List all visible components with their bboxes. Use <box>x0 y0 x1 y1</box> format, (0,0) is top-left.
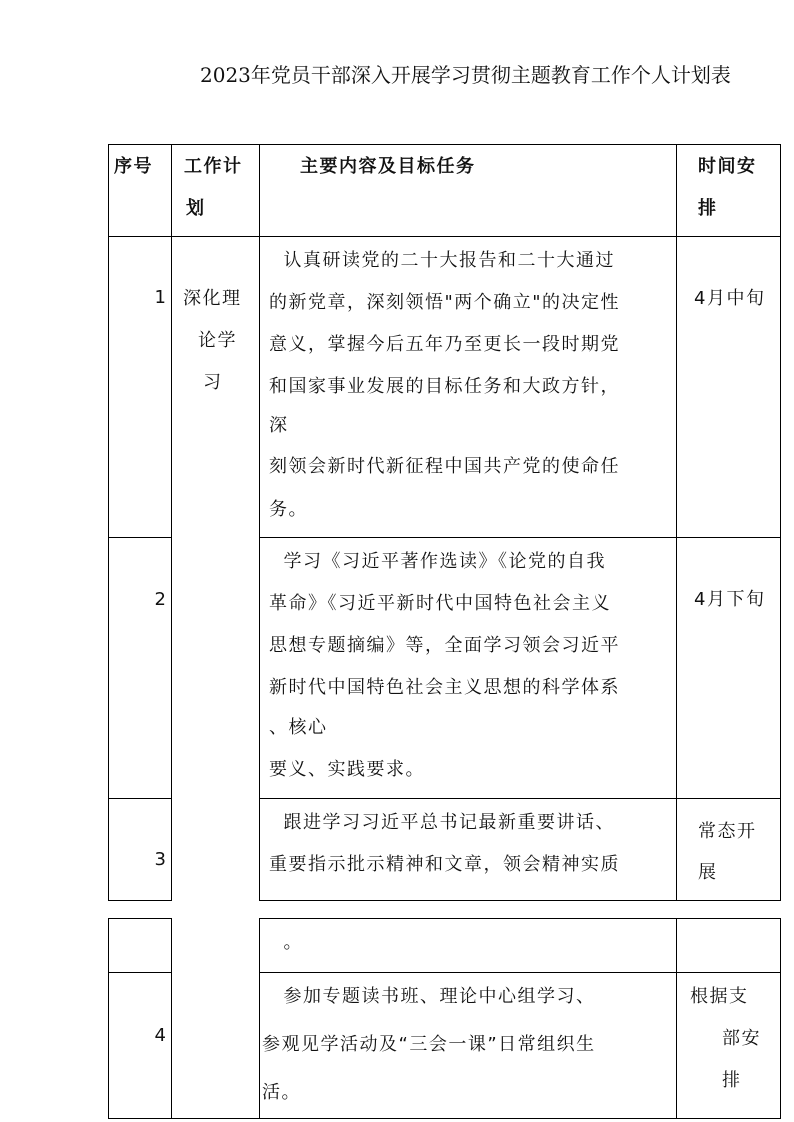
column-divider <box>171 144 172 901</box>
row-divider <box>259 537 781 538</box>
table-border <box>108 900 172 901</box>
row-content-line: 跟进学习习近平总书记最新重要讲话、 <box>269 812 615 833</box>
column-divider <box>259 918 260 1119</box>
header-content: 主要内容及目标任务 <box>300 156 476 177</box>
column-divider <box>676 918 677 1119</box>
row-content-line: 重要指示批示精神和文章，领会精神实质 <box>269 854 620 875</box>
row-content-line: 新时代中国特色社会主义思想的科学体系 <box>269 677 620 698</box>
header-time: 时间安 <box>698 156 757 177</box>
row-divider <box>108 972 172 973</box>
plan-item-line: 深化理 <box>183 288 242 309</box>
row-content-line: 要义、实践要求。 <box>269 759 425 780</box>
row-number: 2 <box>154 589 166 610</box>
table-border <box>108 144 781 145</box>
row-content-line: 。 <box>269 932 303 953</box>
row-content-line: 学习《习近平著作选读》《论党的自我 <box>269 551 606 572</box>
header-plan: 工作计 <box>184 156 243 177</box>
header-plan-cont: 划 <box>186 198 206 219</box>
table-border <box>108 918 109 1119</box>
header-time-cont: 排 <box>698 198 718 219</box>
column-divider <box>676 144 677 901</box>
row-content-line: 参加专题读书班、理论中心组学习、 <box>269 986 596 1007</box>
table-border <box>108 236 781 237</box>
row-content-line: 、核心 <box>269 717 328 738</box>
table-border <box>780 144 781 901</box>
row-number: 3 <box>154 849 166 870</box>
column-divider <box>171 918 172 1119</box>
table-border <box>780 918 781 1119</box>
row-content-line: 和国家事业发展的目标任务和大政方针， <box>269 376 620 397</box>
row-content-line: 务。 <box>269 499 308 520</box>
row-time: 部安 <box>722 1028 761 1049</box>
row-time: 常态开 <box>698 821 757 842</box>
row-number: 1 <box>154 287 166 308</box>
row-time: 展 <box>698 862 718 883</box>
row-content-line: 深 <box>269 415 289 436</box>
row-content-line: 革命》《习近平新时代中国特色社会主义 <box>269 593 611 614</box>
table-border <box>108 1118 781 1119</box>
row-time: 4月下旬 <box>694 589 766 610</box>
plan-item-line: 论学 <box>198 330 237 351</box>
row-divider <box>108 537 172 538</box>
row-content-line: 活。 <box>262 1082 301 1103</box>
row-content-line: 思想专题摘编》等，全面学习领会习近平 <box>269 635 620 656</box>
row-number: 4 <box>154 1025 166 1046</box>
table-border <box>259 918 781 919</box>
page-title: 2023年党员干部深入开展学习贯彻主题教育工作个人计划表 <box>200 63 731 87</box>
table-border <box>108 144 109 901</box>
row-divider <box>259 798 781 799</box>
row-time: 4月中旬 <box>694 288 766 309</box>
row-divider <box>108 798 172 799</box>
plan-item-line: 习 <box>203 372 223 393</box>
row-content-line: 的新党章，深刻领悟"两个确立"的决定性 <box>269 292 621 313</box>
table-border <box>108 918 172 919</box>
row-time: 排 <box>722 1070 742 1091</box>
header-number: 序号 <box>114 156 153 177</box>
row-content-line: 参观见学活动及“三会一课”日常组织生 <box>262 1034 596 1055</box>
table-border <box>259 900 781 901</box>
row-content-line: 意义，掌握今后五年乃至更长一段时期党 <box>269 334 620 355</box>
column-divider <box>259 144 260 901</box>
row-time: 根据支 <box>690 986 749 1007</box>
row-divider <box>259 972 781 973</box>
row-content-line: 刻领会新时代新征程中国共产党的使命任 <box>269 456 620 477</box>
row-content-line: 认真研读党的二十大报告和二十大通过 <box>269 250 615 271</box>
